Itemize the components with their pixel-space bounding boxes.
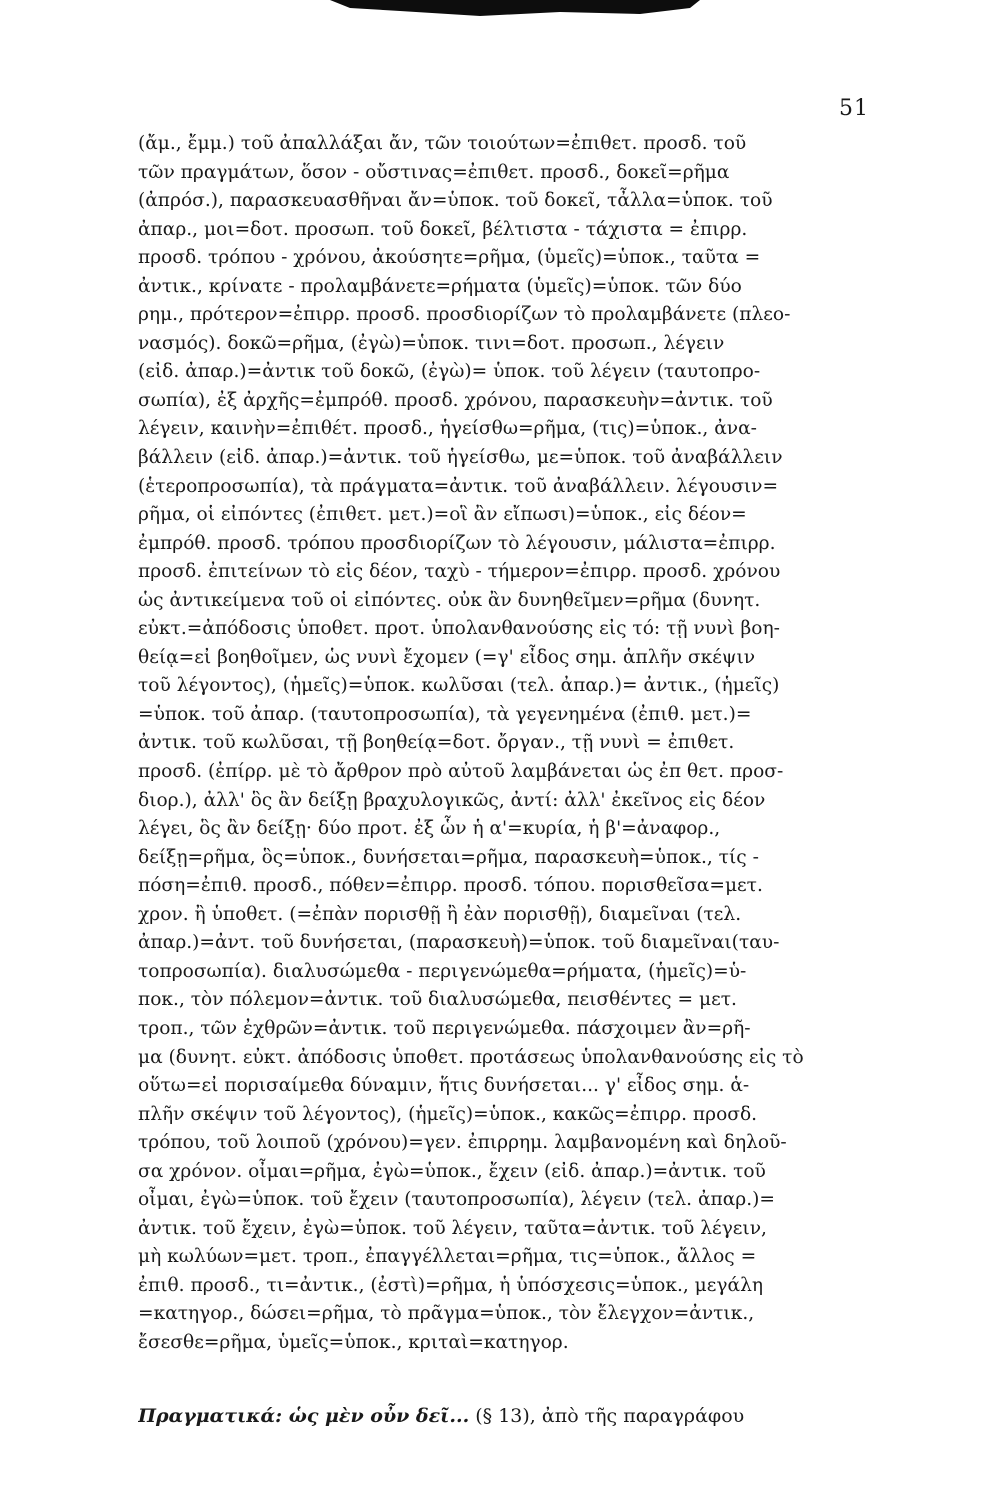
text-line: ἐμπρόθ. προσδ. τρόπου προσδιορίζων τὸ λέγουσιν, μάλιστα=ἐπιρρ. (138, 532, 776, 554)
text-line: τοῦ λέγοντος), (ἡμεῖς)=ὑποκ. κωλῦσαι (τελ. ἀπαρ.)= ἀντικ., (ἡμεῖς) (138, 675, 780, 697)
text-line: πλῆν σκέψιν τοῦ λέγοντος), (ἡμεῖς)=ὑποκ., κακῶς=ἐπιρρ. προσδ. (138, 1103, 758, 1125)
ink-smudge-graphic (0, 0, 989, 22)
text-line: προσδ. ἐπιτείνων τὸ εἰς δέον, ταχὺ - τήμερον=ἐπιρρ. προσδ. χρόνου (138, 561, 781, 583)
text-line: ποκ., τὸν πόλεμον=ἀντικ. τοῦ διαλυσώμεθα, πεισθέντες = μετ. (138, 989, 737, 1011)
text-line: ρημ., πρότερον=ἐπιρρ. προσδ. προσδιορίζων τὸ προλαμβάνετε (πλεο- (138, 304, 791, 326)
text-line: εὐκτ.=ἀπόδοσις ὑποθετ. προτ. ὑπολανθανούσης εἰς τό: τῇ νυνὶ βοη- (138, 618, 780, 640)
text-line: θείᾳ=εἰ βοηθοῖμεν, ὡς νυνὶ ἔχομεν (=γ' εἶδος σημ. ἁπλῆν σκέψιν (138, 646, 756, 668)
text-line: ρῆμα, οἱ εἰπόντες (ἐπιθετ. μετ.)=οἳ ἂν εἴπωσι)=ὑποκ., εἰς δέον= (138, 504, 747, 526)
text-line: τροπ., τῶν ἐχθρῶν=ἀντικ. τοῦ περιγενώμεθα. πάσχοιμεν ἂν=ρῆ- (138, 1017, 751, 1039)
text-line: οἶμαι, ἐγὼ=ὑποκ. τοῦ ἔχειν (ταυτοπροσωπία), λέγειν (τελ. ἀπαρ.)= (138, 1189, 775, 1211)
text-line: προσδ. τρόπου - χρόνου, ἀκούσητε=ρῆμα, (ὑμεῖς)=ὑποκ., ταῦτα = (138, 247, 761, 269)
section-heading-line (138, 1402, 868, 1430)
top-ink-smudge (0, 0, 989, 22)
text-line: λέγειν, καινὴν=ἐπιθέτ. προσδ., ἡγείσθω=ρῆμα, (τις)=ὑποκ., ἀνα- (138, 418, 757, 440)
text-line: ἀντικ., κρίνατε - προλαμβάνετε=ρήματα (ὑμεῖς)=ὑποκ. τῶν δύο (138, 275, 742, 297)
text-line: ὡς ἀντικείμενα τοῦ οἱ εἰπόντες. οὐκ ἂν δυνηθεῖμεν=ρῆμα (δυνητ. (138, 589, 761, 611)
text-line: λέγει, ὃς ἂν δείξῃ· δύο προτ. ἐξ ὧν ἡ α'=κυρία, ἡ β'=ἀναφορ., (138, 818, 721, 840)
text-line: (εἰδ. ἀπαρ.)=ἀντικ τοῦ δοκῶ, (ἐγὼ)= ὑποκ. τοῦ λέγειν (ταυτοπρο- (138, 361, 761, 383)
page-number: 51 (839, 96, 869, 121)
text-line: ἀντικ. τοῦ ἔχειν, ἐγὼ=ὑποκ. τοῦ λέγειν, ταῦτα=ἀντικ. τοῦ λέγειν, (138, 1217, 767, 1239)
text-line: (ἄμ., ἔμμ.) τοῦ ἀπαλλάξαι ἄν, τῶν τοιούτων=ἐπιθετ. προσδ. τοῦ (138, 133, 747, 154)
text-line: (ἀπρόσ.), παρασκευασθῆναι ἄν=ὑποκ. τοῦ δοκεῖ, τἆλλα=ὑποκ. τοῦ (138, 190, 773, 212)
text-line: =κατηγορ., δώσει=ρῆμα, τὸ πρᾶγμα=ὑποκ., τὸν ἔλεγχον=ἀντικ., (138, 1303, 755, 1325)
text-line: ἀπαρ., μοι=δοτ. προσωπ. τοῦ δοκεῖ, βέλτιστα - τάχιστα = ἐπιρρ. (138, 218, 748, 240)
text-line: βάλλειν (εἰδ. ἀπαρ.)=ἀντικ. τοῦ ἡγείσθω, με=ὑποκ. τοῦ ἀναβάλλειν (138, 447, 783, 469)
text-line: πόση=ἐπιθ. προσδ., πόθεν=ἐπιρρ. προσδ. τόπου. πορισθεῖσα=μετ. (138, 875, 763, 897)
text-line: τρόπου, τοῦ λοιποῦ (χρόνου)=γεν. ἐπιρρημ. λαμβανομένη καὶ δηλοῦ- (138, 1132, 787, 1154)
text-line: ἀπαρ.)=ἀντ. τοῦ δυνήσεται, (παρασκευὴ)=ὑποκ. τοῦ διαμεῖναι(ταυ- (138, 932, 780, 954)
text-line: διορ.), ἀλλ' ὃς ἂν δείξῃ βραχυλογικῶς, ἀντί: ἀλλ' ἐκεῖνος εἰς δέον (138, 789, 766, 811)
text-line: τῶν πραγμάτων, ὅσον - οὔστινας=ἐπιθετ. προσδ., δοκεῖ=ρῆμα (138, 161, 730, 183)
text-line: σωπία), ἐξ ἀρχῆς=ἐμπρόθ. προσδ. χρόνου, παρασκευὴν=ἀντικ. τοῦ (138, 389, 773, 411)
text-line: σα χρόνον. οἶμαι=ρῆμα, ἐγὼ=ὑποκ., ἔχειν (εἰδ. ἀπαρ.)=ἀντικ. τοῦ (138, 1160, 766, 1182)
text-line: τοπροσωπία). διαλυσώμεθα - περιγενώμεθα=ρήματα, (ἡμεῖς)=ὑ- (138, 960, 747, 982)
text-line: ἐπιθ. προσδ., τι=ἀντικ., (ἐστὶ)=ρῆμα, ἡ ὑπόσχεσις=ὑποκ., μεγάλη (138, 1274, 763, 1296)
section-reference: (§ 13), ἀπὸ τῆς παραγράφου (475, 1405, 745, 1427)
commentary-text (138, 130, 868, 1358)
text-line: (ἑτεροπροσωπία), τὰ πράγματα=ἀντικ. τοῦ ἀναβάλλειν. λέγουσιν= (138, 475, 779, 497)
text-line: νασμός). δοκῶ=ρῆμα, (ἐγὼ)=ὑποκ. τινι=δοτ. προσωπ., λέγειν (138, 332, 725, 354)
text-line: προσδ. (ἐπίρρ. μὲ τὸ ἄρθρον πρὸ αὐτοῦ λαμβάνεται ὡς ἐπ θετ. προσ- (138, 761, 784, 783)
section-heading: Πραγματικά: ὡς μὲν οὖν δεῖ... (138, 1405, 470, 1427)
text-line: ἀντικ. τοῦ κωλῦσαι, τῇ βοηθείᾳ=δοτ. ὄργαν., τῇ νυνὶ = ἐπιθετ. (138, 732, 735, 754)
text-line: οὕτω=εἰ πορισαίμεθα δύναμιν, ἥτις δυνήσεται... γ' εἶδος σημ. ἁ- (138, 1075, 750, 1097)
text-line: =ὑποκ. τοῦ ἀπαρ. (ταυτοπροσωπία), τὰ γεγενημένα (ἐπιθ. μετ.)= (138, 703, 752, 725)
text-line: ἔσεσθε=ρῆμα, ὑμεῖς=ὑποκ., κριταὶ=κατηγορ. (138, 1331, 569, 1353)
text-line: χρον. ἢ ὑποθετ. (=ἐπὰν πορισθῇ ἢ ἐὰν πορισθῇ), διαμεῖναι (τελ. (138, 903, 742, 925)
text-line: μὴ κωλύων=μετ. τροπ., ἐπαγγέλλεται=ρῆμα, τις=ὑποκ., ἄλλος = (138, 1246, 757, 1268)
text-line: δείξῃ=ρῆμα, ὃς=ὑποκ., δυνήσεται=ρῆμα, παρασκευὴ=ὑποκ., τίς - (138, 846, 759, 868)
text-line: μα (δυνητ. εὐκτ. ἀπόδοσις ὑποθετ. προτάσεως ὑπολανθανούσης εἰς τὸ (138, 1046, 804, 1068)
